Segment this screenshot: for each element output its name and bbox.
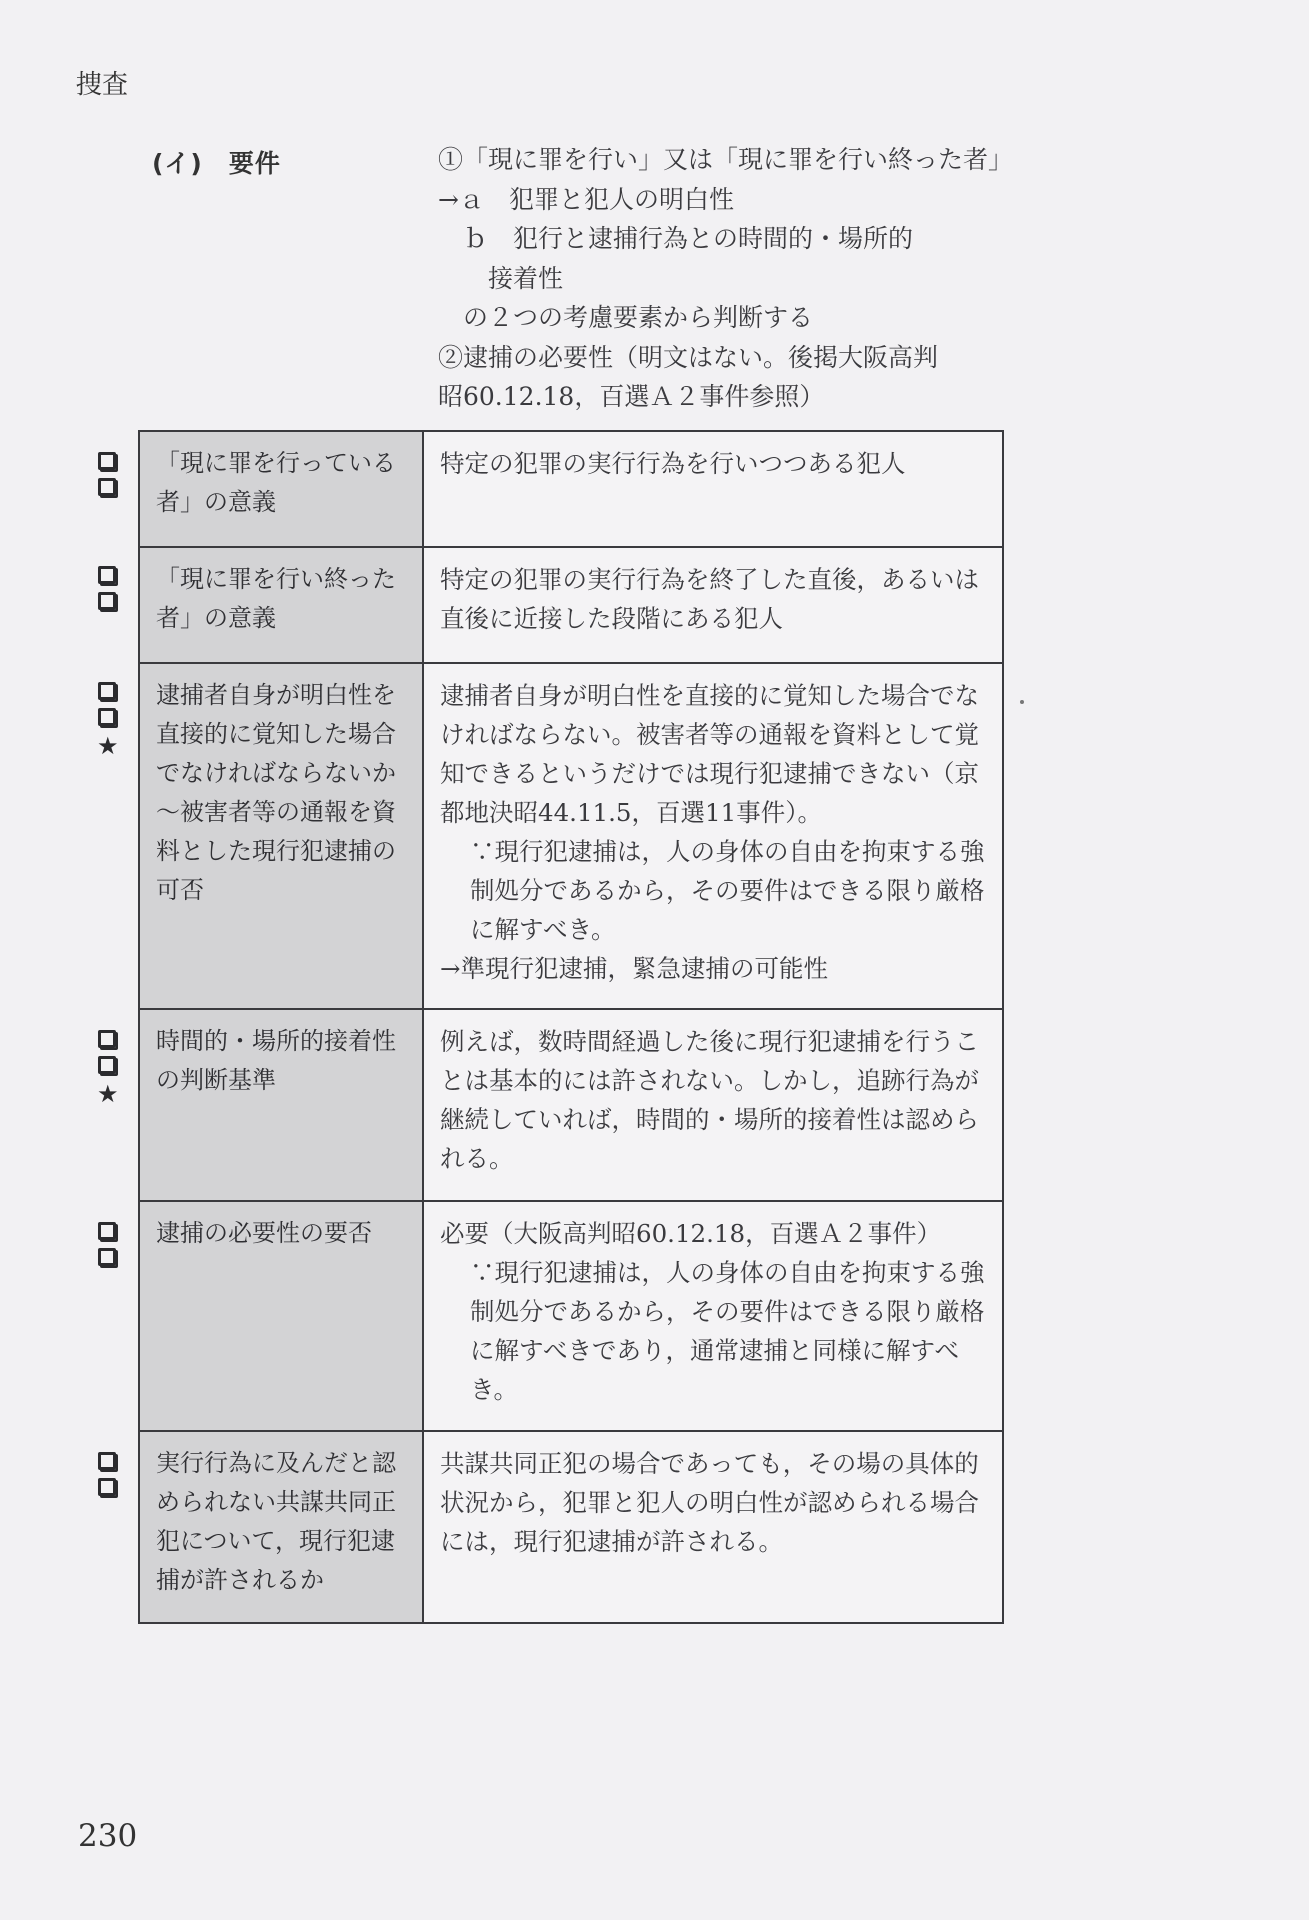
requirements-body	[438, 140, 1014, 417]
checkbox-icon[interactable]	[98, 1056, 116, 1074]
page-number: 230	[78, 1818, 138, 1854]
table-row	[139, 1009, 1003, 1201]
answer-cell	[423, 1009, 1003, 1201]
checkbox-icon[interactable]	[98, 1030, 116, 1048]
row-checks-2	[94, 566, 126, 618]
requirements-section	[148, 140, 1014, 420]
question-cell: 逮捕者自身が明白性を直接的に覚知した場合でなければならないか～被害者等の通報を資料とした現行犯逮捕の可否	[139, 663, 423, 1009]
requirements-line: →ａ 犯罪と犯人の明白性	[438, 184, 734, 214]
table-row	[139, 431, 1003, 547]
answer-note: →準現行犯逮捕，緊急逮捕の可能性	[440, 954, 829, 983]
row-checks-6	[94, 1452, 126, 1504]
question-cell: 時間的・場所的接着性の判断基準	[139, 1009, 423, 1201]
checkbox-icon[interactable]	[98, 708, 116, 726]
requirements-line: ①「現に罪を行い」又は「現に罪を行い終った者」	[438, 145, 1014, 174]
question-cell: 「現に罪を行い終った者」の意義	[139, 547, 423, 663]
row-checks-5	[94, 1222, 126, 1274]
row-checks-4	[94, 1030, 126, 1106]
answer-cell	[423, 663, 1003, 1009]
question-cell: 逮捕の必要性の要否	[139, 1201, 423, 1431]
checkbox-icon[interactable]	[98, 1248, 116, 1266]
answer-paragraph: 特定の犯罪の実行行為を行いつつある犯人	[440, 449, 906, 478]
answer-cell	[423, 431, 1003, 547]
table-row	[139, 547, 1003, 663]
answer-cell	[423, 1201, 1003, 1431]
checkbox-icon[interactable]	[98, 1478, 116, 1496]
star-icon: ★	[97, 1080, 119, 1108]
requirements-line: 昭60.12.18，百選Ａ２事件参照）	[438, 382, 825, 411]
checkbox-icon[interactable]	[98, 682, 116, 700]
answer-reason: ∵現行犯逮捕は，人の身体の自由を拘束する強制処分であるから，その要件はできる限り厳格に解すべき。	[470, 837, 985, 944]
requirements-line: ②逮捕の必要性（明文はない。後掲大阪高判	[438, 342, 939, 372]
answer-paragraph: 必要（大阪高判昭60.12.18，百選Ａ２事件）	[440, 1219, 942, 1248]
star-icon: ★	[97, 732, 119, 760]
requirements-label: (イ) 要件	[152, 149, 281, 178]
running-header: 捜査	[76, 70, 129, 100]
answer-paragraph: 逮捕者自身が明白性を直接的に覚知した場合でなければならない。被害者等の通報を資料として覚知できるというだけでは現行犯逮捕できない（京都地決昭44.11.5，百選11事件）。	[440, 681, 979, 827]
stray-mark	[1020, 700, 1024, 704]
checkbox-icon[interactable]	[98, 452, 116, 470]
table-row	[139, 1201, 1003, 1431]
requirements-line: の２つの考慮要素から判断する	[438, 303, 814, 332]
answer-paragraph: 共謀共同正犯の場合であっても，その場の具体的状況から，犯罪と犯人の明白性が認められる場合には，現行犯逮捕が許される。	[440, 1449, 979, 1556]
answer-reason: ∵現行犯逮捕は，人の身体の自由を拘束する強制処分であるから，その要件はできる限り厳格に解すべきであり，通常逮捕と同様に解すべき。	[470, 1258, 985, 1404]
answer-cell	[423, 1431, 1003, 1623]
question-cell: 実行行為に及んだと認められない共謀共同正犯について，現行犯逮捕が許されるか	[139, 1431, 423, 1623]
question-cell: 「現に罪を行っている者」の意義	[139, 431, 423, 547]
answer-paragraph: 特定の犯罪の実行行為を終了した直後，あるいは直後に近接した段階にある犯人	[440, 565, 979, 633]
qa-table	[138, 430, 1004, 1624]
checkbox-icon[interactable]	[98, 1222, 116, 1240]
checkbox-icon[interactable]	[98, 566, 116, 584]
checkbox-icon[interactable]	[98, 478, 116, 496]
requirements-line: ｂ 犯行と逮捕行為との時間的・場所的	[438, 224, 914, 253]
row-checks-3	[94, 682, 126, 758]
checkbox-icon[interactable]	[98, 1452, 116, 1470]
answer-paragraph: 例えば，数時間経過した後に現行犯逮捕を行うことは基本的には許されない。しかし，追跡行為が継続していれば，時間的・場所的接着性は認められる。	[440, 1027, 979, 1173]
checkbox-icon[interactable]	[98, 592, 116, 610]
table-row	[139, 1431, 1003, 1623]
answer-cell	[423, 547, 1003, 663]
row-checks-1	[94, 452, 126, 504]
table-row	[139, 663, 1003, 1009]
requirements-line: 接着性	[438, 263, 564, 293]
